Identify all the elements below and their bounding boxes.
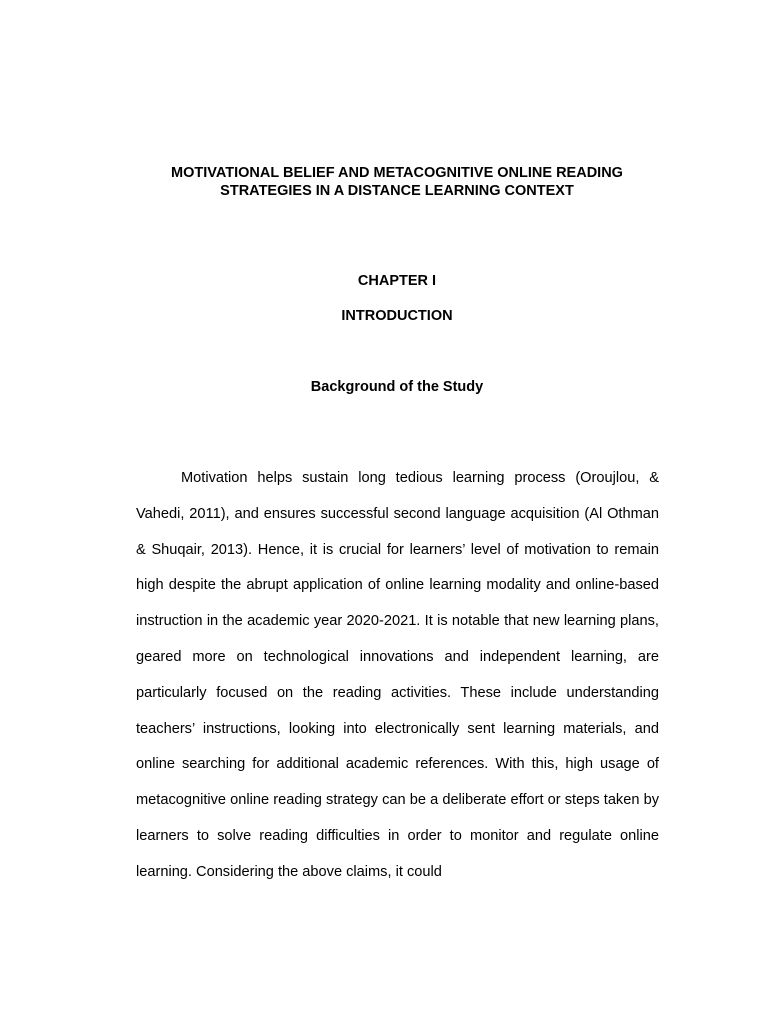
document-title bbox=[120, 164, 674, 200]
title-line-1: MOTIVATIONAL BELIEF AND METACOGNITIVE ONLINE READING bbox=[171, 165, 623, 181]
chapter-title: INTRODUCTION bbox=[341, 308, 453, 324]
section-heading: Background of the Study bbox=[310, 379, 484, 395]
title-line-2: STRATEGIES IN A DISTANCE LEARNING CONTEXT bbox=[220, 183, 574, 199]
chapter-number: CHAPTER I bbox=[357, 273, 437, 289]
body-paragraph: Motivation helps sustain long tedious learning process (Oroujlou, & Vahedi, 2011), and ensures successful second language acquisition (Al Othman & Shuqair, 2013). Hence, it is crucial for learners’ level of motivation to remain high despite the abrupt application of online learning modality and online-based instruction in the academic year 2020-2021. It is notable that new learning plans, geared more on technological innovations and independent learning, are particularly focused on the reading activities. These include understanding teachers’ instructions, looking into electronically sent learning materials, and online searching for additional academic references. With this, high usage of metacognitive online reading strategy can be a deliberate effort or steps taken by learners to solve reading difficulties in order to monitor and regulate online learning. Considering the above claims, it could bbox=[136, 470, 659, 880]
